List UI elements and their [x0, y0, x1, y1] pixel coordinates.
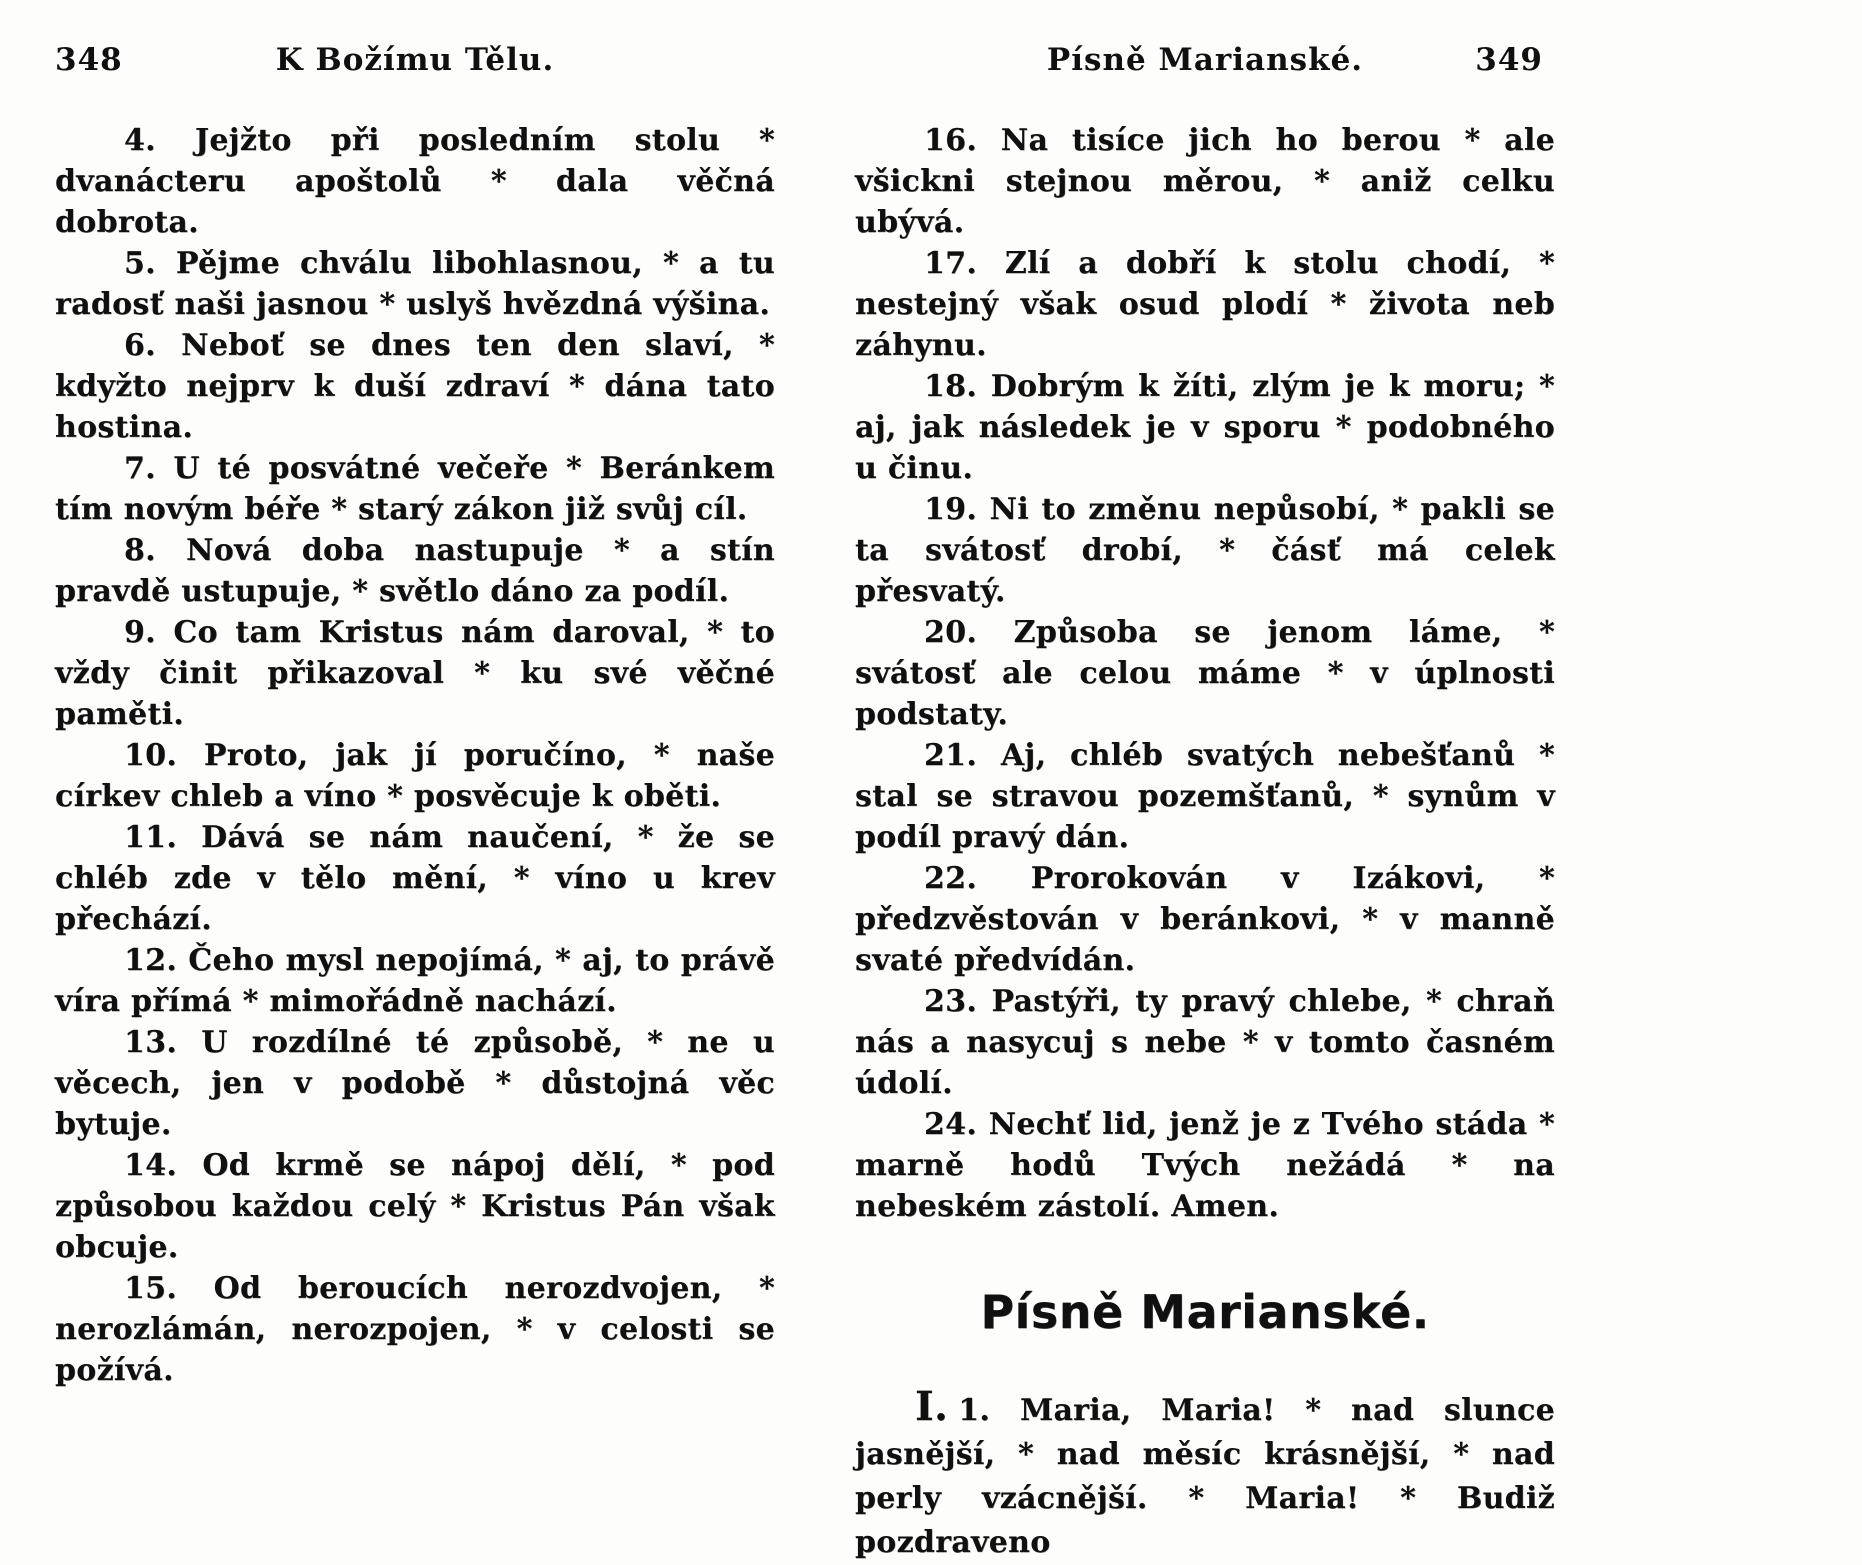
verse-paragraph: 13. U rozdílné té způsobě, * ne u věcech, jen v podobě * důstojná věc bytuje. [55, 1025, 775, 1142]
verse-paragraph: 4. Jejžto při posledním stolu * dvanácteru apoštolů * dala věčná dobrota. [55, 123, 775, 240]
song-text: 1. Maria, Maria! * nad slunce jasnější, * nad měsíc krásnější, * nad perly vzácnější. * Maria! * Budiž pozdraveno [855, 1393, 1555, 1560]
verse-paragraph: 9. Co tam Kristus nám daroval, * to vždy činit přikazoval * ku své věčné paměti. [55, 615, 775, 732]
verse-paragraph: 14. Od krmě se nápoj dělí, * pod způsobou každou celý * Kristus Pán však obcuje. [55, 1148, 775, 1265]
verse-paragraph: 17. Zlí a dobří k stolu chodí, * nestejný však osud plodí * života neb záhynu. [855, 246, 1555, 363]
verse-paragraph: 7. U té posvátné večeře * Beránkem tím novým béře * starý zákon již svůj cíl. [55, 451, 775, 527]
verse-paragraph: 6. Neboť se dnes ten den slaví, * kdyžto nejprv k duší zdraví * dána tato hostina. [55, 328, 775, 445]
verse-paragraph: 16. Na tisíce jich ho berou * ale všickni stejnou měrou, * aniž celku ubývá. [855, 123, 1555, 240]
song-number: I. [915, 1383, 949, 1430]
running-title: K Božímu Tělu. [275, 42, 555, 78]
page-349-body [855, 120, 1555, 1565]
verse-paragraph: 20. Způsoba se jenom láme, * svátosť ale celou máme * v úplnosti podstaty. [855, 615, 1555, 732]
verse-paragraph: 22. Prorokován v Izákovi, * předzvěstován v beránkovi, * v manně svaté předvídán. [855, 861, 1555, 978]
section-heading: Písně Marianské. [980, 1285, 1430, 1339]
page-348-header [55, 42, 775, 84]
verse-paragraph: 12. Čeho mysl nepojímá, * aj, to právě víra přímá * mimořádně nachází. [55, 943, 775, 1019]
page-348 [55, 0, 775, 1500]
verse-paragraph: 15. Od beroucích nerozdvojen, * nerozlámán, nerozpojen, * v celosti se požívá. [55, 1271, 775, 1388]
verse-paragraph: 11. Dává se nám naučení, * že se chléb zde v tělo mění, * víno u krev přechází. [55, 820, 775, 937]
page-349-header [855, 42, 1555, 84]
page-348-body [55, 120, 775, 1391]
page-number: 349 [1475, 42, 1543, 78]
page-349 [855, 0, 1555, 1560]
verse-paragraph: 24. Nechť lid, jenž je z Tvého stáda * marně hodů Tvých nežádá * na nebeském zástolí. Amen. [855, 1107, 1555, 1224]
verse-paragraph: 5. Pějme chválu libohlasnou, * a tu radosť naši jasnou * uslyš hvězdná výšina. [55, 246, 775, 322]
verse-paragraph: 10. Proto, jak jí poručíno, * naše církev chleb a víno * posvěcuje k oběti. [55, 738, 775, 814]
verse-paragraph: 23. Pastýři, ty pravý chlebe, * chraň nás a nasycuj s nebe * v tomto časném údolí. [855, 984, 1555, 1101]
running-title: Písně Marianské. [1046, 42, 1364, 78]
page-number: 348 [55, 42, 123, 78]
verse-paragraph: 8. Nová doba nastupuje * a stín pravdě ustupuje, * světlo dáno za podíl. [55, 533, 775, 609]
verse-paragraph: 18. Dobrým k žíti, zlým je k moru; * aj, jak následek je v sporu * podobného u činu. [855, 369, 1555, 486]
song-paragraph [855, 1385, 1555, 1565]
verse-paragraph: 19. Ni to změnu nepůsobí, * pakli se ta svátosť drobí, * čásť má celek přesvatý. [855, 492, 1555, 609]
verse-paragraph: 21. Aj, chléb svatých nebešťanů * stal se stravou pozemšťanů, * synům v podíl pravý dán. [855, 738, 1555, 855]
